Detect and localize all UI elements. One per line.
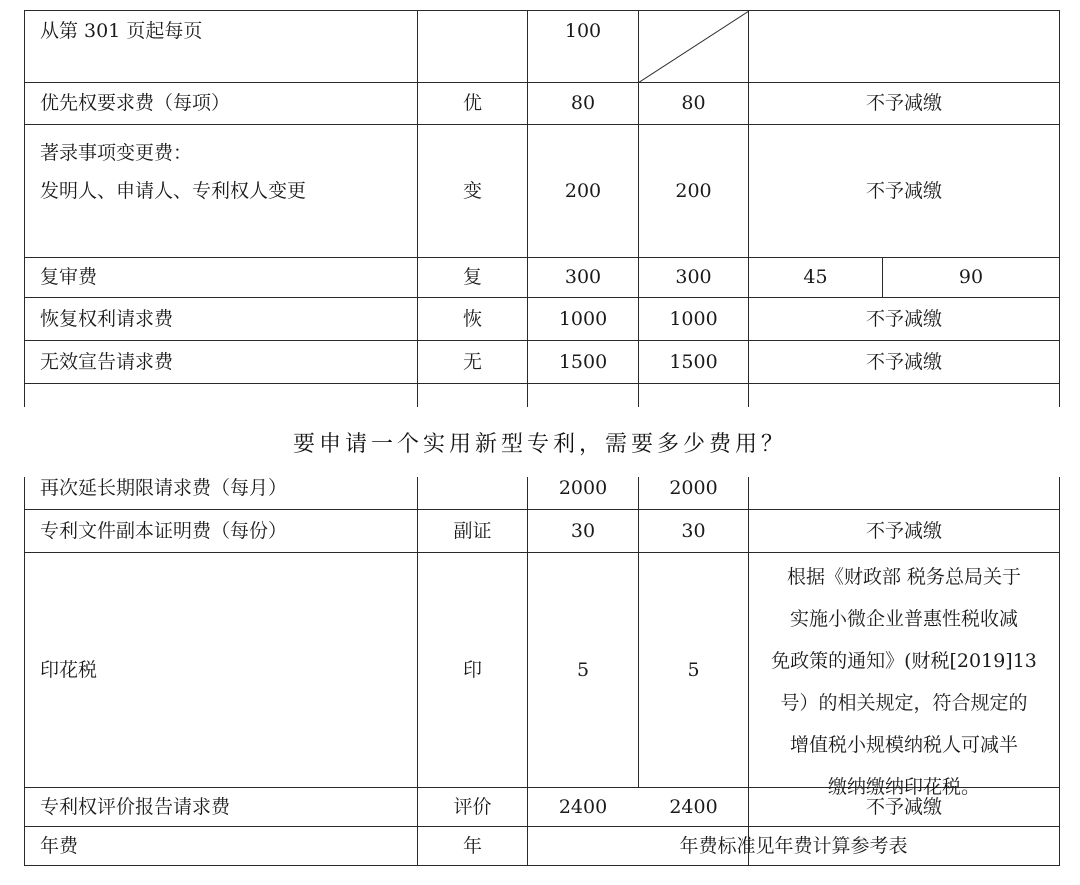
fee-value: 100 — [564, 20, 602, 42]
reduction-note: 不予减缴 — [865, 796, 942, 818]
question-banner — [0, 407, 1065, 477]
diagonal-slash — [638, 11, 750, 84]
stamp-tax-note: 根据《财政部 税务总局关于 实施小微企业普惠性税收减 免政策的通知》(财税[2019]13 号）的相关规定，符合规定的 增值税小规模纳税人可减半 缴纳缴纳印花税。 — [771, 566, 1037, 798]
fee-value: 300 — [564, 266, 602, 288]
fee-value: 2400 — [558, 796, 608, 818]
reduction-note: 不予减缴 — [865, 308, 942, 330]
annual-fee-note: 年费标准见年费计算参考表 — [679, 835, 908, 857]
fee-value: 5 — [687, 659, 700, 681]
row-divider — [24, 257, 1060, 258]
table-border-bottom — [24, 865, 1060, 866]
fee-code: 年 — [462, 835, 482, 857]
row-name: 著录事项变更费： — [40, 142, 193, 164]
row-divider — [24, 82, 1060, 83]
fee-value: 5 — [576, 659, 590, 681]
fee-value: 30 — [681, 520, 706, 542]
row-name: 从第 301 页起每页 — [40, 20, 203, 42]
fee-value: 2400 — [669, 796, 718, 818]
fee-code: 印 — [462, 659, 482, 681]
fee-value: 2000 — [669, 477, 718, 499]
fee-value: 300 — [675, 266, 712, 288]
fee-code: 评价 — [453, 796, 492, 818]
fee-value: 30 — [570, 520, 596, 542]
fee-value: 200 — [564, 180, 602, 202]
fee-code: 优 — [462, 92, 482, 114]
fee-value: 80 — [570, 92, 596, 114]
row-name: 复审费 — [40, 266, 98, 288]
fee-value: 200 — [675, 180, 712, 202]
reduction-note: 不予减缴 — [865, 520, 942, 542]
fee-value: 80 — [681, 92, 706, 114]
row-divider — [24, 509, 1060, 510]
row-name: 年费 — [40, 835, 79, 857]
fee-code: 无 — [462, 351, 482, 373]
reduction-note: 不予减缴 — [865, 351, 942, 373]
row-divider — [24, 340, 1060, 341]
row-name: 印花税 — [40, 659, 98, 681]
row-divider — [24, 10, 1060, 11]
fee-code: 副证 — [453, 520, 492, 542]
reduced-fee: 45 — [803, 266, 828, 288]
reduction-note: 不予减缴 — [865, 180, 942, 202]
fee-value: 1500 — [669, 351, 718, 373]
row-divider — [24, 297, 1060, 298]
reduced-fee: 90 — [958, 266, 984, 288]
fee-code: 变 — [462, 180, 482, 202]
row-divider — [24, 826, 1060, 827]
row-divider — [24, 383, 1060, 384]
fee-code: 恢 — [462, 308, 482, 330]
row-name: 优先权要求费（每项） — [40, 92, 231, 114]
row-name: 再次延长期限请求费（每月） — [40, 477, 288, 499]
row-divider — [24, 552, 1060, 553]
row-divider — [24, 124, 1060, 125]
row-name: 发明人、申请人、专利权人变更 — [40, 180, 307, 202]
row-name: 无效宣告请求费 — [40, 351, 174, 373]
fee-value: 2000 — [558, 477, 608, 499]
fee-value: 1500 — [558, 351, 608, 373]
fee-value: 1000 — [669, 308, 718, 330]
fee-code: 复 — [462, 266, 482, 288]
question-text: 要申请一个实用新型专利，需要多少费用？ — [292, 432, 787, 457]
fee-value: 1000 — [558, 308, 608, 330]
row-name: 专利权评价报告请求费 — [40, 796, 231, 818]
reduction-note: 不予减缴 — [865, 92, 942, 114]
row-name: 恢复权利请求费 — [40, 308, 174, 330]
row-name: 专利文件副本证明费（每份） — [40, 520, 288, 542]
